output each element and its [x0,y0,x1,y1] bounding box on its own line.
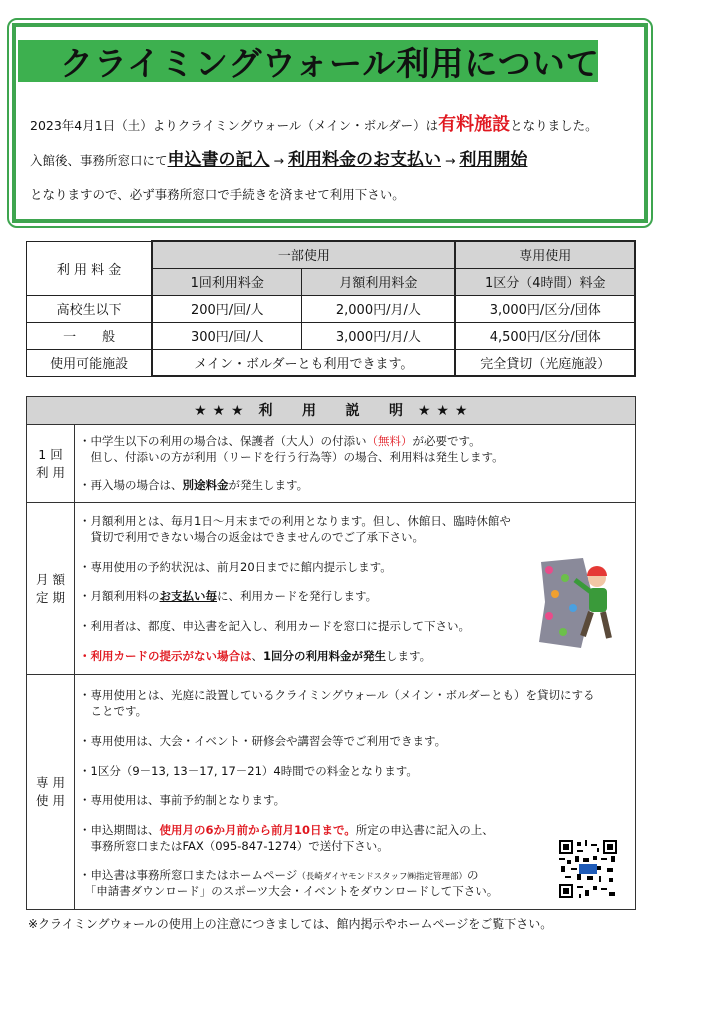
list-item: ・月額利用料のお支払い毎に、利用カードを発行します。 [79,589,378,603]
list-item: ・申込期間は、使用月の6か月前から前月10日まで。所定の申込書に記入の上、 [79,823,494,837]
price-cell: 300円/回/人 [152,322,302,349]
row-label: 一 般 [27,322,153,349]
list-item: ・中学生以下の利用の場合は、保護者（大人）の付添い（無料）が必要です。 [79,434,481,448]
row-label: 使用可能施設 [27,349,153,376]
list-item: ・1区分（9－13, 13－17, 17－21）4時間での料金となります。 [79,764,418,778]
section-label: 月 額 定 期 [27,503,75,674]
intro-text-end: となりました。 [510,118,598,133]
facility-partial: メイン・ボルダーとも利用できます。 [152,349,455,376]
arrow-icon: → [273,153,284,168]
intro-text: 2023年4月1日（土）よりクライミングウォール（メイン・ボルダー）は [30,118,439,133]
qr-code-icon[interactable] [559,840,617,898]
list-item: ・専用使用の予約状況は、前月20日までに館内提示します。 [79,560,392,574]
list-item: ・利用カードの提示がない場合は、1回分の利用料金が発生します。 [79,649,432,663]
group-exclusive: 専用使用 [455,241,635,268]
list-item: ・利用者は、都度、申込書を記入し、利用カードを窓口に提示して下さい。 [79,619,470,633]
page-title: クライミングウォール利用について [60,44,600,83]
price-cell: 2,000円/月/人 [302,295,456,322]
list-item: 但し、付添いの方が利用（リードを行う行為等）の場合、利用料は発生します。 [79,450,504,464]
usage-heading: ★ ★ ★ 利 用 説 明 ★ ★ ★ [26,396,636,425]
row-label: 高校生以下 [27,295,153,322]
price-cell: 3,000円/月/人 [302,322,456,349]
list-item: 「申請書ダウンロード」のスポーツ大会・イベントをダウンロードして下さい。 [79,884,499,898]
section-label: 1 回 利 用 [27,425,75,502]
step-start: 利用開始 [459,150,528,170]
section-single-use [26,425,636,503]
intro-line-2 [30,145,527,170]
list-item: ・月額利用とは、毎月1日～月末までの利用となります。但し、休館日、臨時休館や [79,514,511,528]
table-row [27,295,636,322]
step-application: 申込書の記入 [167,150,270,170]
list-item: ・専用使用とは、光庭に設置しているクライミングウォール（メイン・ボルダーとも）を貸切にする [79,688,595,702]
list-item: 貸切で利用できない場合の返金はできませんのでご了承下さい。 [79,530,424,544]
price-cell: 200円/回/人 [152,295,302,322]
facility-exclusive: 完全貸切（光庭施設） [455,349,635,376]
price-cell: 3,000円/区分/団体 [455,295,635,322]
table-row [27,349,636,376]
col-monthly: 月額利用料金 [302,268,456,295]
climber-illustration [535,558,621,650]
section-label: 専 用 使 用 [27,675,75,909]
paid-facility-emphasis: 有料施設 [438,114,511,135]
price-cell: 4,500円/区分/団体 [455,322,635,349]
section-monthly [26,503,636,675]
list-item: ・専用使用は、大会・イベント・研修会や講習会等でご利用できます。 [79,734,447,748]
section-exclusive [26,675,636,910]
col-single: 1回利用料金 [152,268,302,295]
list-item: ・申込書は事務所窓口またはホームページ（長崎ダイヤモンドスタッフ㈱指定管理部）の [79,868,479,882]
intro-line-1 [30,110,598,136]
table-row [27,322,636,349]
procedure-lead: 入館後、事務所窓口にて [30,153,168,168]
list-item: ことです。 [79,704,148,718]
col-block: 1区分（4時間）料金 [455,268,635,295]
fee-table [26,240,636,377]
list-item: ・専用使用は、事前予約制となります。 [79,793,286,807]
footnote: ※クライミングウォールの使用上の注意につきましては、館内掲示やホームページをご覧下さい。 [28,917,553,931]
group-partial: 一部使用 [152,241,455,268]
list-item: 事務所窓口またはFAX（095-847-1274）で送付下さい。 [79,839,389,853]
intro-line-3: となりますので、必ず事務所窓口で手続きを済ませて利用下さい。 [30,187,405,202]
step-payment: 利用料金のお支払い [287,150,441,170]
fee-corner: 利 用 料 金 [27,241,153,295]
arrow-icon: → [444,153,456,168]
list-item: ・再入場の場合は、別途料金が発生します。 [79,478,309,492]
